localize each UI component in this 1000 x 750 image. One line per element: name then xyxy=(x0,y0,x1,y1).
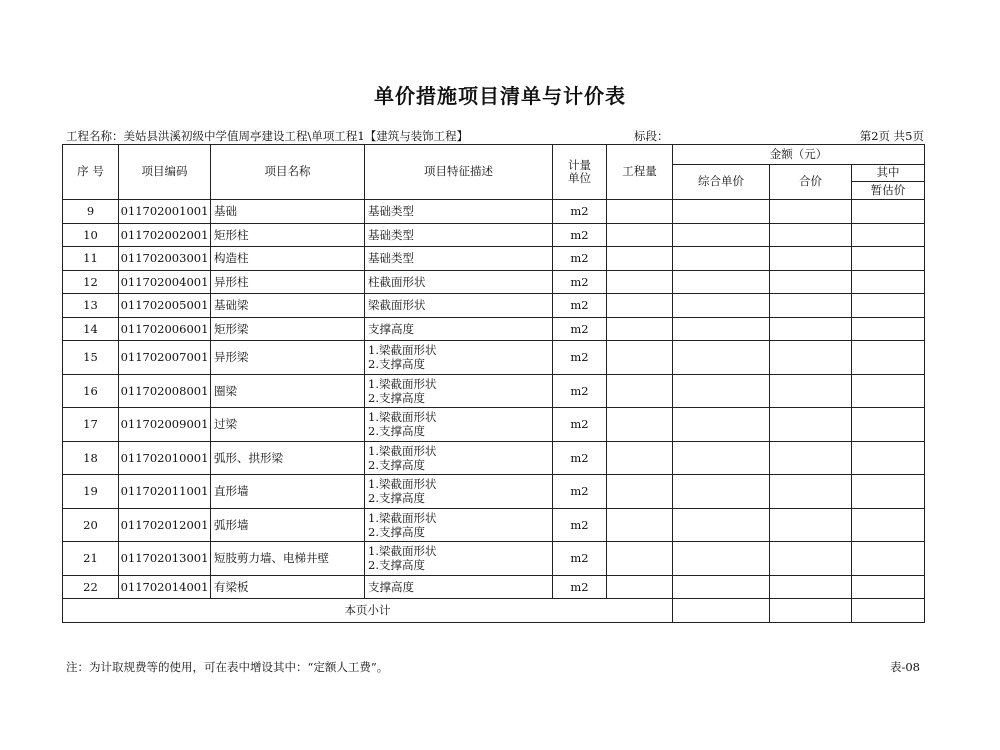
subtotal-section xyxy=(63,599,925,623)
row-unit-price xyxy=(673,408,770,442)
row-quantity xyxy=(607,408,673,442)
header-quantity: 工程量 xyxy=(607,145,673,200)
row-provisional xyxy=(852,408,925,442)
row-unit-price xyxy=(673,341,770,375)
row-feature xyxy=(365,475,553,509)
header-provisional: 暂估价 xyxy=(852,182,925,200)
feature-line: 支撑高度 xyxy=(368,321,414,336)
row-name: 矩形梁 xyxy=(211,317,365,341)
row-code: 011702009001 xyxy=(119,408,211,442)
row-total xyxy=(770,374,852,408)
row-provisional xyxy=(852,475,925,509)
row-total xyxy=(770,341,852,375)
row-unit: m2 xyxy=(553,294,607,318)
feature-line: 1.梁截面形状 xyxy=(368,544,437,559)
row-provisional xyxy=(852,294,925,318)
row-quantity xyxy=(607,542,673,576)
row-seq: 15 xyxy=(63,341,119,375)
row-total xyxy=(770,270,852,294)
row-quantity xyxy=(607,270,673,294)
row-name: 基础 xyxy=(211,200,365,224)
row-total xyxy=(770,200,852,224)
row-total xyxy=(770,441,852,475)
row-total xyxy=(770,575,852,599)
row-unit-price xyxy=(673,374,770,408)
section-label: 标段： xyxy=(634,129,669,143)
row-seq: 17 xyxy=(63,408,119,442)
table-row xyxy=(63,270,925,294)
row-provisional xyxy=(852,317,925,341)
feature-line: 2.支撑高度 xyxy=(368,491,425,506)
row-code: 011702013001 xyxy=(119,542,211,576)
table-row xyxy=(63,475,925,509)
table-row xyxy=(63,575,925,599)
row-total xyxy=(770,408,852,442)
row-seq: 14 xyxy=(63,317,119,341)
row-provisional xyxy=(852,542,925,576)
feature-line: 2.支撑高度 xyxy=(368,558,425,573)
row-code: 011702005001 xyxy=(119,294,211,318)
footnote: 注：为计取规费等的使用，可在表中增设其中：“定额人工费”。 xyxy=(66,660,389,674)
feature-line: 2.支撑高度 xyxy=(368,457,425,472)
row-unit-price xyxy=(673,223,770,247)
row-seq: 10 xyxy=(63,223,119,247)
row-quantity xyxy=(607,247,673,271)
feature-line: 2.支撑高度 xyxy=(368,357,425,372)
feature-line: 1.梁截面形状 xyxy=(368,510,437,525)
table-header xyxy=(63,145,925,200)
row-feature xyxy=(365,575,553,599)
row-unit-price xyxy=(673,200,770,224)
row-quantity xyxy=(607,575,673,599)
row-unit: m2 xyxy=(553,223,607,247)
table-row xyxy=(63,341,925,375)
row-feature xyxy=(365,542,553,576)
row-name: 异形梁 xyxy=(211,341,365,375)
feature-line: 1.梁截面形状 xyxy=(368,443,437,458)
row-seq: 20 xyxy=(63,508,119,542)
row-unit-price xyxy=(673,247,770,271)
subtotal-total-cell xyxy=(770,599,852,623)
row-code: 011702004001 xyxy=(119,270,211,294)
row-quantity xyxy=(607,223,673,247)
row-name: 过梁 xyxy=(211,408,365,442)
row-total xyxy=(770,475,852,509)
row-provisional xyxy=(852,374,925,408)
row-name: 弧形墙 xyxy=(211,508,365,542)
row-name: 弧形、拱形梁 xyxy=(211,441,365,475)
row-unit: m2 xyxy=(553,270,607,294)
row-name: 直形墙 xyxy=(211,475,365,509)
row-code: 011702003001 xyxy=(119,247,211,271)
row-unit-price xyxy=(673,475,770,509)
table-row xyxy=(63,223,925,247)
feature-line: 基础类型 xyxy=(368,251,414,266)
row-seq: 11 xyxy=(63,247,119,271)
row-feature xyxy=(365,200,553,224)
row-unit-price xyxy=(673,441,770,475)
row-feature xyxy=(365,223,553,247)
row-feature xyxy=(365,294,553,318)
page-title: 单价措施项目清单与计价表 xyxy=(374,84,626,108)
row-quantity xyxy=(607,475,673,509)
table-row xyxy=(63,441,925,475)
row-total xyxy=(770,317,852,341)
table-row xyxy=(63,247,925,271)
row-unit-price xyxy=(673,542,770,576)
row-unit: m2 xyxy=(553,317,607,341)
subtotal-provisional-cell xyxy=(852,599,925,623)
page-number: 第2页 共5页 xyxy=(859,129,924,143)
row-unit-price xyxy=(673,508,770,542)
header-amount: 金额（元） xyxy=(673,145,925,165)
row-seq: 19 xyxy=(63,475,119,509)
row-total xyxy=(770,542,852,576)
row-code: 011702002001 xyxy=(119,223,211,247)
row-provisional xyxy=(852,441,925,475)
feature-line: 1.梁截面形状 xyxy=(368,477,437,492)
row-unit-price xyxy=(673,270,770,294)
row-feature xyxy=(365,374,553,408)
row-unit: m2 xyxy=(553,200,607,224)
row-unit-price xyxy=(673,317,770,341)
row-feature xyxy=(365,247,553,271)
row-unit-price xyxy=(673,575,770,599)
feature-line: 1.梁截面形状 xyxy=(368,410,437,425)
feature-line: 2.支撑高度 xyxy=(368,424,425,439)
table-row xyxy=(63,294,925,318)
row-total xyxy=(770,508,852,542)
table-row xyxy=(63,317,925,341)
row-quantity xyxy=(607,374,673,408)
row-provisional xyxy=(852,270,925,294)
row-seq: 18 xyxy=(63,441,119,475)
row-provisional xyxy=(852,575,925,599)
row-provisional xyxy=(852,341,925,375)
header-feature: 项目特征描述 xyxy=(365,145,553,200)
row-name: 基础梁 xyxy=(211,294,365,318)
feature-line: 梁截面形状 xyxy=(368,298,426,313)
feature-line: 1.梁截面形状 xyxy=(368,343,437,358)
feature-line: 柱截面形状 xyxy=(368,274,426,289)
row-feature xyxy=(365,508,553,542)
row-name: 矩形柱 xyxy=(211,223,365,247)
feature-line: 2.支撑高度 xyxy=(368,390,425,405)
subtotal-label: 本页小计 xyxy=(63,599,673,623)
header-unit: 计量单位 xyxy=(553,145,607,200)
row-seq: 9 xyxy=(63,200,119,224)
table-row xyxy=(63,374,925,408)
row-code: 011702012001 xyxy=(119,508,211,542)
row-code: 011702001001 xyxy=(119,200,211,224)
row-unit-price xyxy=(673,294,770,318)
row-unit: m2 xyxy=(553,247,607,271)
row-unit: m2 xyxy=(553,441,607,475)
row-quantity xyxy=(607,200,673,224)
row-name: 短肢剪力墙、电梯井壁 xyxy=(211,542,365,576)
row-code: 011702007001 xyxy=(119,341,211,375)
feature-line: 2.支撑高度 xyxy=(368,524,425,539)
row-name: 圈梁 xyxy=(211,374,365,408)
row-total xyxy=(770,247,852,271)
row-code: 011702006001 xyxy=(119,317,211,341)
row-unit: m2 xyxy=(553,542,607,576)
row-unit: m2 xyxy=(553,341,607,375)
feature-line: 1.梁截面形状 xyxy=(368,376,437,391)
row-quantity xyxy=(607,317,673,341)
header-name: 项目名称 xyxy=(211,145,365,200)
row-seq: 16 xyxy=(63,374,119,408)
row-provisional xyxy=(852,223,925,247)
table-row xyxy=(63,542,925,576)
row-unit: m2 xyxy=(553,408,607,442)
row-unit: m2 xyxy=(553,575,607,599)
row-name: 构造柱 xyxy=(211,247,365,271)
row-seq: 21 xyxy=(63,542,119,576)
table-row xyxy=(63,200,925,224)
header-code: 项目编码 xyxy=(119,145,211,200)
row-unit: m2 xyxy=(553,475,607,509)
row-feature xyxy=(365,441,553,475)
header-unit-price: 综合单价 xyxy=(673,165,770,200)
form-number: 表-08 xyxy=(889,660,920,674)
row-code: 011702011001 xyxy=(119,475,211,509)
row-name: 有梁板 xyxy=(211,575,365,599)
row-total xyxy=(770,223,852,247)
row-code: 011702014001 xyxy=(119,575,211,599)
feature-line: 基础类型 xyxy=(368,204,414,219)
feature-line: 支撑高度 xyxy=(368,579,414,594)
row-unit: m2 xyxy=(553,374,607,408)
subtotal-unit-price-cell xyxy=(673,599,770,623)
row-quantity xyxy=(607,508,673,542)
header-total: 合价 xyxy=(770,165,852,200)
row-feature xyxy=(365,317,553,341)
row-feature xyxy=(365,408,553,442)
row-seq: 22 xyxy=(63,575,119,599)
row-quantity xyxy=(607,294,673,318)
row-feature xyxy=(365,341,553,375)
row-code: 011702010001 xyxy=(119,441,211,475)
row-feature xyxy=(365,270,553,294)
table-row xyxy=(63,408,925,442)
measures-table xyxy=(62,144,925,623)
table-body xyxy=(63,200,925,599)
header-seq: 序 号 xyxy=(63,145,119,200)
feature-line: 基础类型 xyxy=(368,227,414,242)
project-name: 工程名称：美姑县洪溪初级中学值周亭建设工程\单项工程1【建筑与装饰工程】 xyxy=(66,129,469,143)
row-provisional xyxy=(852,508,925,542)
row-quantity xyxy=(607,341,673,375)
row-provisional xyxy=(852,200,925,224)
row-seq: 13 xyxy=(63,294,119,318)
header-of-which: 其中 xyxy=(852,165,925,182)
row-unit: m2 xyxy=(553,508,607,542)
subtotal-row xyxy=(63,599,925,623)
row-provisional xyxy=(852,247,925,271)
table-row xyxy=(63,508,925,542)
row-total xyxy=(770,294,852,318)
row-quantity xyxy=(607,441,673,475)
row-name: 异形柱 xyxy=(211,270,365,294)
row-code: 011702008001 xyxy=(119,374,211,408)
row-seq: 12 xyxy=(63,270,119,294)
